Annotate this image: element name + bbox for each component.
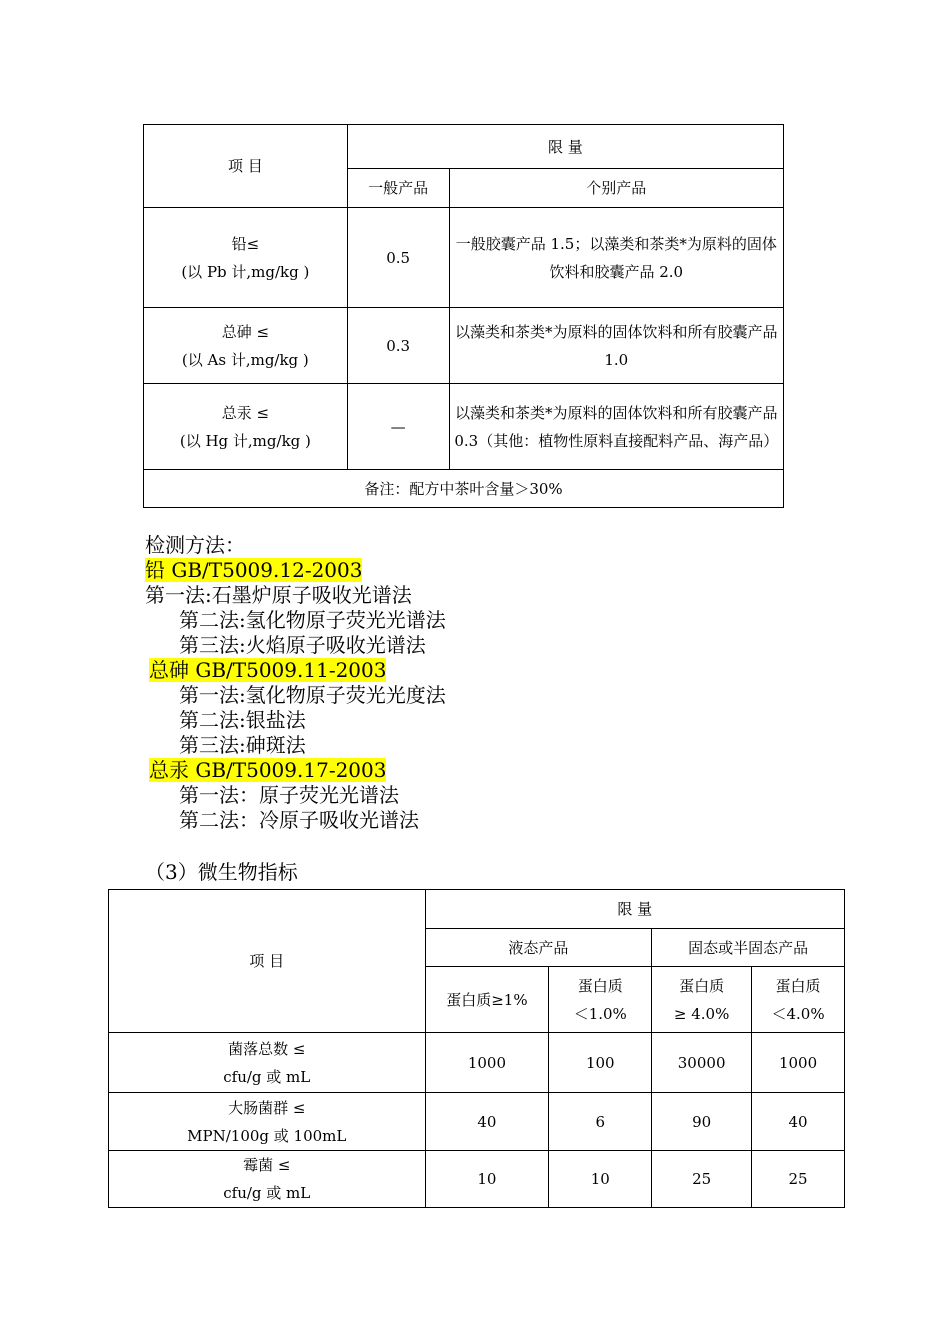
liquid-product-header: 液态产品	[425, 929, 652, 967]
specific-product-header: 个别产品	[449, 169, 783, 208]
method-item: 第一法:石墨炉原子吸收光谱法	[145, 583, 412, 607]
specific-value: 以藻类和茶类*为原料的固体饮料和所有胶囊产品 0.3（其他：植物性原料直接配料产品、海产品）	[449, 384, 783, 470]
protein-header: 蛋白质≥1%	[425, 967, 549, 1033]
item-unit: (以 As 计,mg/kg )	[181, 350, 309, 369]
methods-title: 检测方法：	[145, 533, 245, 557]
limit-value: 1000	[425, 1033, 549, 1093]
method-item: 第三法:砷斑法	[179, 733, 306, 757]
arsenic-standard: 总砷 GB/T5009.11-2003	[149, 658, 387, 682]
item-unit: (以 Pb 计,mg/kg )	[181, 262, 310, 281]
item-header: 项 目	[144, 125, 348, 208]
protein-label: 蛋白质	[577, 976, 623, 995]
method-item: 第一法：原子荧光光谱法	[179, 783, 399, 807]
item-cell	[144, 384, 348, 470]
item-name: 霉菌 ≤	[243, 1156, 291, 1174]
table-row	[109, 1033, 845, 1093]
method-item: 第二法：冷原子吸收光谱法	[179, 808, 419, 832]
item-cell	[144, 208, 348, 308]
method-item: 第二法:氢化物原子荧光光谱法	[179, 608, 446, 632]
microbial-limits-table	[108, 889, 845, 1208]
item-name: 总汞 ≤	[221, 403, 270, 422]
item-cell	[109, 1151, 426, 1208]
table-note: 备注：配方中茶叶含量＞30%	[144, 470, 784, 508]
limit-value: 90	[652, 1093, 752, 1151]
item-header: 项 目	[109, 890, 426, 1033]
item-cell	[109, 1033, 426, 1093]
item-name: 大肠菌群 ≤	[228, 1098, 306, 1117]
protein-range: ≥ 4.0%	[673, 1004, 730, 1023]
limit-value: 1000	[752, 1033, 845, 1093]
table-row	[144, 208, 784, 308]
limit-header: 限 量	[425, 890, 844, 929]
item-unit: MPN/100g 或 100mL	[187, 1126, 347, 1145]
limit-value: 25	[652, 1151, 752, 1208]
item-name: 铅≤	[231, 234, 260, 253]
protein-range: ＜1.0%	[573, 1004, 627, 1023]
item-cell	[109, 1093, 426, 1151]
item-name: 总砷 ≤	[221, 322, 270, 341]
item-cell	[144, 308, 348, 384]
item-unit: (以 Hg 计,mg/kg )	[179, 431, 311, 450]
protein-range: ＜4.0%	[771, 1004, 825, 1023]
protein-label: 蛋白质	[679, 976, 725, 995]
table-row	[109, 1151, 845, 1208]
general-value: 0.5	[347, 208, 449, 308]
protein-header	[752, 967, 845, 1033]
heavy-metal-limits-table	[143, 124, 784, 508]
method-item: 第二法:银盐法	[179, 708, 306, 732]
item-unit: cfu/g 或 mL	[223, 1067, 311, 1086]
general-product-header: 一般产品	[347, 169, 449, 208]
mercury-standard: 总汞 GB/T5009.17-2003	[149, 758, 387, 782]
limit-value: 40	[425, 1093, 549, 1151]
table-row	[144, 308, 784, 384]
protein-header	[652, 967, 752, 1033]
method-item: 第一法:氢化物原子荧光光度法	[179, 683, 446, 707]
section-title: （3）微生物指标	[145, 860, 298, 884]
table-row	[144, 384, 784, 470]
detection-methods	[145, 533, 446, 833]
limit-value: 10	[549, 1151, 652, 1208]
general-value: 0.3	[347, 308, 449, 384]
general-value: —	[347, 384, 449, 470]
limit-header: 限 量	[347, 125, 783, 169]
lead-standard: 铅 GB/T5009.12-2003	[145, 558, 363, 582]
limit-value: 30000	[652, 1033, 752, 1093]
method-item: 第三法:火焰原子吸收光谱法	[179, 633, 426, 657]
protein-header	[549, 967, 652, 1033]
item-name: 菌落总数 ≤	[228, 1039, 306, 1058]
specific-value: 以藻类和茶类*为原料的固体饮料和所有胶囊产品 1.0	[449, 308, 783, 384]
limit-value: 10	[425, 1151, 549, 1208]
solid-product-header: 固态或半固态产品	[652, 929, 845, 967]
specific-value: 一般胶囊产品 1.5；以藻类和茶类*为原料的固体饮料和胶囊产品 2.0	[449, 208, 783, 308]
limit-value: 6	[549, 1093, 652, 1151]
limit-value: 100	[549, 1033, 652, 1093]
protein-label: 蛋白质	[775, 976, 821, 995]
limit-value: 25	[752, 1151, 845, 1208]
limit-value: 40	[752, 1093, 845, 1151]
table-row	[109, 1093, 845, 1151]
item-unit: cfu/g 或 mL	[223, 1184, 311, 1202]
